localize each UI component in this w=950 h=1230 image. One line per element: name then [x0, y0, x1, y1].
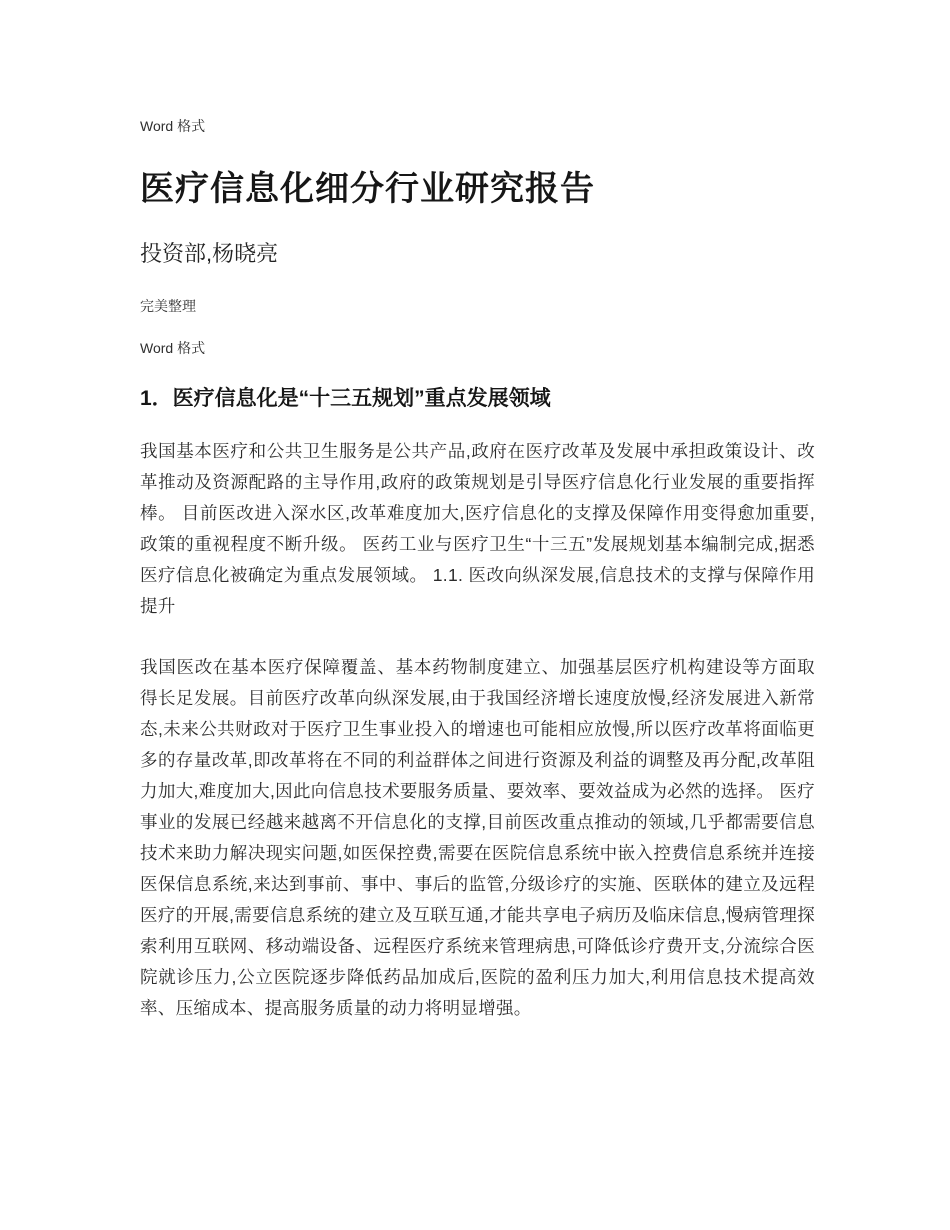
section-1-paragraph-1: 我国基本医疗和公共卫生服务是公共产品,政府在医疗改革及发展中承担政策设计、改革推动及资源配路的主导作用,政府的政策规划是引导医疗信息化行业发展的重要指挥棒。 目前医改进入深水区,改革难度加大,医疗信息化的支撑及保障作用变得愈加重要,政策的重视程度不断升级。 医药工业与医疗卫生“十三五”发展规划基本编制完成,据悉医疗信息化被确定为重点发展领域。 1.1. 医改向纵深发展,信息技术的支撑与保障作用提升	[140, 441, 815, 616]
section-heading-1: 1．医疗信息化是“十三五规划”重点发展领域	[140, 387, 551, 410]
document-title: 医疗信息化细分行业研究报告	[140, 170, 595, 208]
format-label-top: Word 格式	[140, 118, 206, 134]
section-1-paragraph-2: 我国医改在基本医疗保障覆盖、基本药物制度建立、加强基层医疗机构建设等方面取得长足发展。目前医疗改革向纵深发展,由于我国经济增长速度放慢,经济发展进入新常态,未来公共财政对于医疗卫生事业投入的增速也可能相应放慢,所以医疗改革将面临更多的存量改革,即改革将在不同的利益群体之间进行资源及利益的调整及再分配,改革阻力加大,难度加大,因此向信息技术要服务质量、要效率、要效益成为必然的选择。 医疗事业的发展已经越来越离不开信息化的支撑,目前医改重点推动的领域,几乎都需要信息技术来助力解决现实问题,如医保控费,需要在医院信息系统中嵌入控费信息系统并连接医保信息系统,来达到事前、事中、事后的监管,分级诊疗的实施、医联体的建立及远程医疗的开展,需要信息系统的建立及互联互通,才能共享电子病历及临床信息,慢病管理探索利用互联网、移动端设备、远程医疗系统来管理病患,可降低诊疗费开支,分流综合医院就诊压力,公立医院逐步降低药品加成后,医院的盈利压力加大,利用信息技术提高效率、压缩成本、提高服务质量的动力将明显增强。	[140, 657, 815, 1018]
author-line: 投资部,杨晓亮	[140, 241, 279, 266]
note-line: 完美整理	[140, 298, 196, 314]
format-label-mid: Word 格式	[140, 340, 206, 356]
